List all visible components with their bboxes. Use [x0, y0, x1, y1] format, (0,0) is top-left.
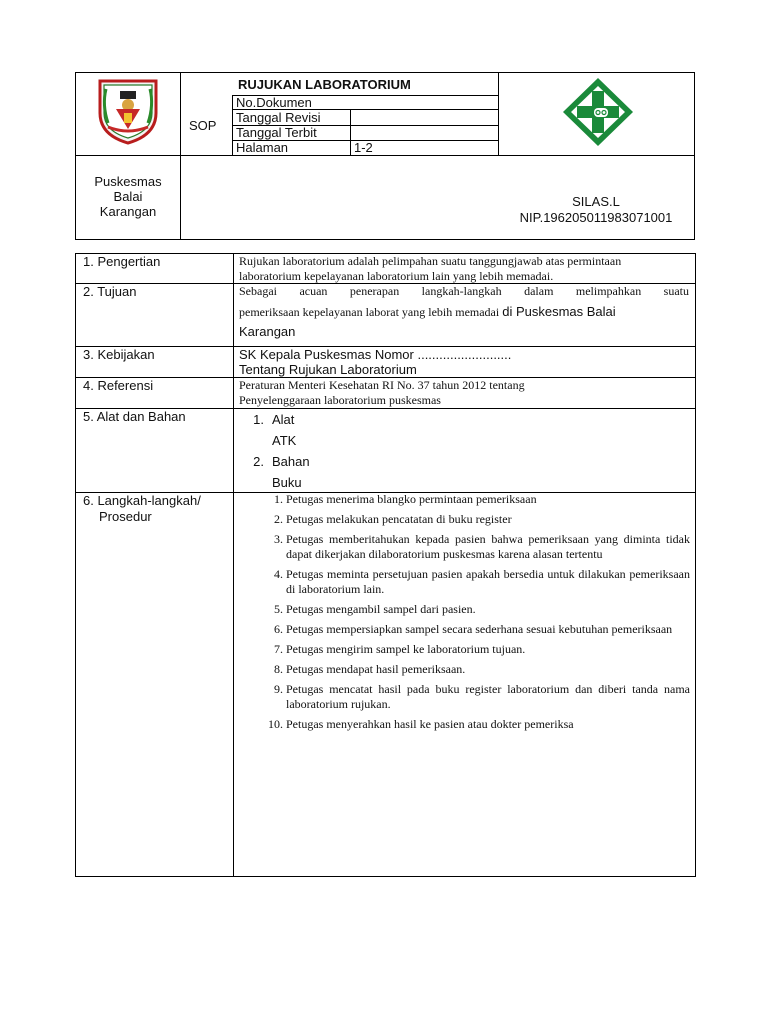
alat-label: Alat	[272, 412, 295, 427]
signer-nip: NIP.196205011983071001	[519, 210, 673, 225]
label-referensi: 4. Referensi	[83, 378, 154, 393]
tujuan-line-2b: di Puskesmas Balai	[502, 304, 616, 319]
sop-label: SOP	[189, 118, 217, 133]
procedure-table	[75, 253, 696, 877]
bahan-label: Bahan	[272, 454, 310, 469]
list-item: 6. Petugas mempersiapkan sampel secara sederhana sesuai kebutuhan pemeriksaan	[274, 622, 673, 636]
field-label-no-dokumen: No.Dokumen	[236, 95, 312, 110]
label-pengertian: 1. Pengertian	[83, 254, 161, 269]
referensi-line-2: Penyelenggaraan laboratorium puskesmas	[239, 393, 441, 407]
list-item: 1. Petugas menerima blangko permintaan pemeriksaan	[274, 492, 537, 506]
list-item: 4. Petugas meminta persetujuan pasien apakah bersedia untuk dilakukan pemeriksaan di laboratorium lain.	[274, 567, 690, 596]
pengertian-line-1: Rujukan laboratorium adalah pelimpahan suatu tanggungjawab atas permintaan	[239, 254, 622, 268]
list-item: 5. Petugas mengambil sampel dari pasien.	[274, 602, 476, 616]
label-tujuan: 2. Tujuan	[83, 284, 137, 299]
pengertian-text	[239, 254, 689, 284]
tujuan-line-3: Karangan	[239, 324, 296, 339]
org-name	[76, 174, 180, 219]
label-kebijakan: 3. Kebijakan	[83, 347, 155, 362]
org-line-1: Puskesmas	[94, 174, 162, 189]
signer-name: SILAS.L	[572, 194, 620, 209]
field-label-tanggal-terbit: Tanggal Terbit	[236, 125, 317, 140]
alat-item: ATK	[272, 433, 297, 448]
alat-number: 1.	[253, 412, 264, 427]
document-title: RUJUKAN LABORATORIUM	[238, 77, 411, 92]
referensi-line-1: Peraturan Menteri Kesehatan RI No. 37 tahun 2012 tentang	[239, 378, 525, 392]
list-item: 3. Petugas memberitahukan kepada pasien bahwa pemeriksaan yang diminta tidak dapat dikerjakan dilaboratorium puskesmas karena alasan tertentu	[274, 532, 690, 561]
field-label-halaman: Halaman	[236, 140, 289, 155]
list-item: 7. Petugas mengirim sampel ke laboratorium tujuan.	[274, 642, 526, 656]
label-prosedur-line-2: Prosedur	[99, 509, 152, 524]
alat-bahan-list	[239, 409, 310, 493]
tujuan-line-1: Sebagai acuan penerapan langkah-langkah dalam melimpahkan suatu	[239, 284, 689, 298]
procedure-steps	[246, 492, 690, 732]
list-item: 9. Petugas mencatat hasil pada buku register laboratorium dan diberi tanda nama laboratorium rujukan.	[274, 682, 690, 711]
list-item: 10. Petugas menyerahkan hasil ke pasien atau dokter pemeriksa	[268, 717, 574, 731]
list-item: 2. Petugas melakukan pencatatan di buku register	[274, 512, 512, 526]
kebijakan-text	[239, 347, 511, 377]
field-label-tanggal-revisi: Tanggal Revisi	[236, 110, 321, 125]
regency-logo	[94, 75, 162, 145]
label-prosedur	[83, 493, 201, 525]
tujuan-line-2a: pemeriksaan kepelayanan laborat yang lebih memadai	[239, 305, 500, 319]
tujuan-text	[239, 284, 689, 339]
tujuan-line-2	[239, 304, 689, 320]
bahan-number: 2.	[253, 454, 264, 469]
signature-block	[498, 194, 694, 226]
org-line-3: Karangan	[99, 204, 157, 219]
bahan-item: Buku	[272, 475, 302, 490]
label-prosedur-line-1: 6. Langkah-langkah/	[83, 493, 201, 508]
list-item: 8. Petugas mendapat hasil pemeriksaan.	[274, 662, 466, 676]
kebijakan-line-1: SK Kepala Puskesmas Nomor ..........................	[239, 347, 512, 362]
field-value-halaman: 1-2	[354, 140, 373, 155]
referensi-text	[239, 378, 525, 408]
pengertian-line-2: laboratorium kepelayanan laboratorium lain yang lebih memadai.	[239, 269, 554, 283]
kebijakan-line-2: Tentang Rujukan Laboratorium	[239, 362, 417, 377]
header-table	[75, 72, 695, 240]
puskesmas-logo	[560, 75, 636, 149]
label-alat-bahan: 5. Alat dan Bahan	[83, 409, 186, 424]
org-line-2: Balai	[113, 189, 143, 204]
